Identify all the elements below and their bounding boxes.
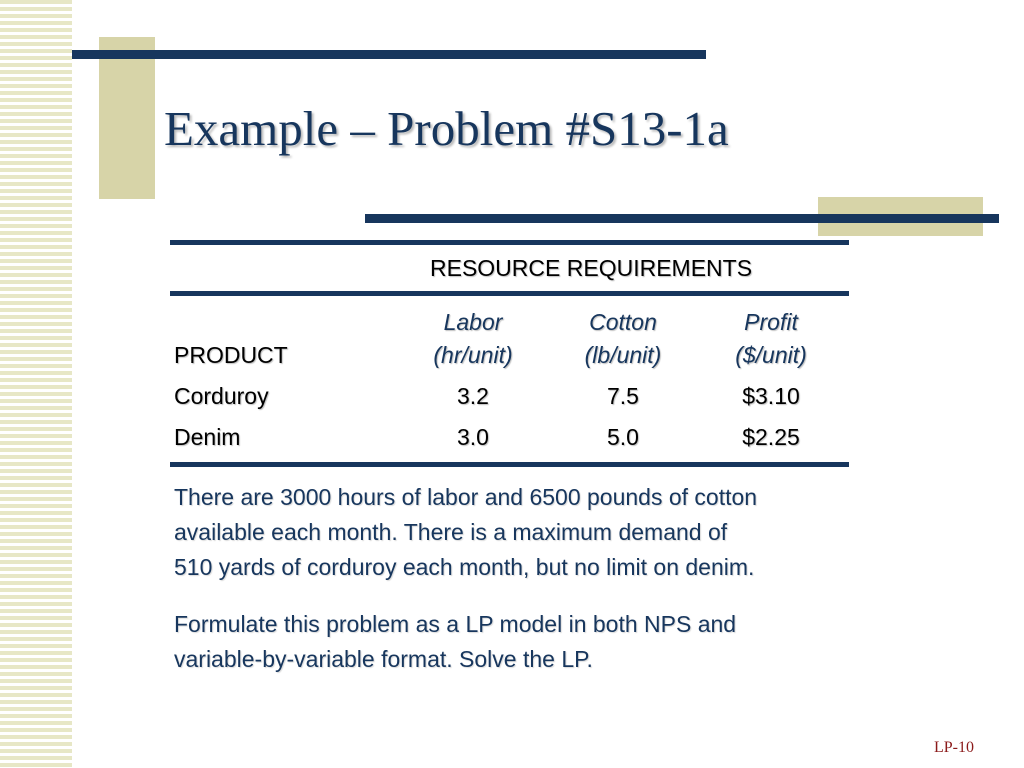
accent-bar-top: [72, 50, 706, 59]
col-labor-line2: (hr/unit): [433, 342, 513, 368]
paragraph-line: 510 yards of corduroy each month, but no limit on denim.: [174, 554, 755, 580]
col-cotton-line1: Cotton: [589, 309, 657, 335]
row-labor: 3.2: [457, 383, 489, 409]
row-profit: $3.10: [742, 383, 800, 409]
accent-bar-middle: [365, 214, 999, 223]
paragraph-line: Formulate this problem as a LP model in both NPS and: [174, 611, 737, 637]
slide-number: LP-10: [934, 739, 974, 756]
col-profit-line2: ($/unit): [735, 342, 807, 368]
table-rule-top: [170, 240, 849, 245]
table-rule-bottom: [170, 462, 849, 467]
problem-instructions: [174, 607, 914, 677]
row-product: Denim: [174, 424, 241, 450]
slide-title: Example – Problem #S13-1a: [164, 101, 729, 156]
row-cotton: 7.5: [607, 383, 639, 409]
paragraph-line: variable-by-variable format. Solve the LP.: [174, 646, 593, 672]
table-group-header: RESOURCE REQUIREMENTS: [430, 255, 753, 281]
paragraph-line: There are 3000 hours of labor and 6500 pounds of cotton: [174, 484, 758, 510]
problem-description: [174, 480, 914, 585]
paragraph-line: available each month. There is a maximum demand of: [174, 519, 728, 545]
row-product: Corduroy: [174, 383, 269, 409]
col-labor-line1: Labor: [443, 309, 503, 335]
col-profit-line1: Profit: [744, 309, 798, 335]
col-cotton-line2: (lb/unit): [584, 342, 662, 368]
col-product: PRODUCT: [174, 342, 288, 368]
row-labor: 3.0: [457, 424, 489, 450]
row-profit: $2.25: [742, 424, 800, 450]
row-cotton: 5.0: [607, 424, 639, 450]
table-rule-header: [170, 291, 849, 296]
accent-block-vertical: [99, 37, 155, 199]
decorative-stripes: [0, 0, 72, 768]
